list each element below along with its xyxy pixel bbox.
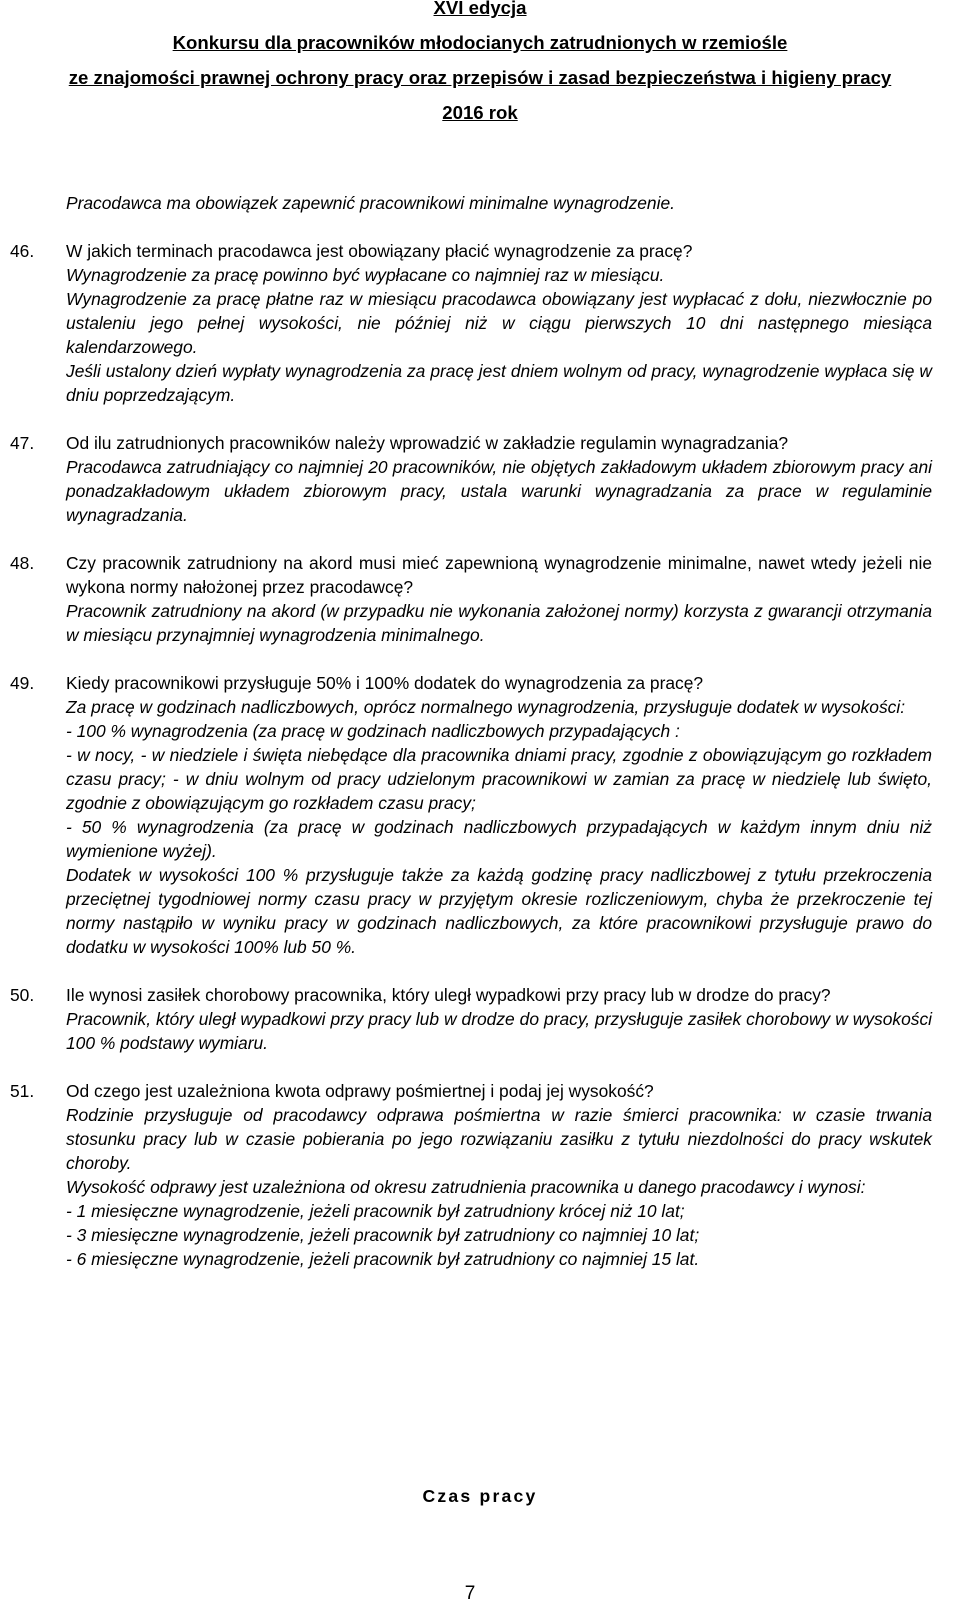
question-number: 46. <box>10 241 35 261</box>
question-item <box>10 671 932 959</box>
document-header <box>0 0 960 137</box>
question-number: 48. <box>10 553 35 573</box>
answer-paragraph: Za pracę w godzinach nadliczbowych, oprócz normalnego wynagrodzenia, przysługuje dodatek w wysokości: <box>66 697 906 717</box>
question-text: Od czego jest uzależniona kwota odprawy pośmiertnej i podaj jej wysokość? <box>66 1081 654 1101</box>
intro-statement: Pracodawca ma obowiązek zapewnić pracownikowi minimalne wynagrodzenie. <box>66 193 675 213</box>
answer-paragraph: Wynagrodzenie za pracę płatne raz w miesiącu pracodawca obowiązany jest wypłacać z dołu, niezwłocznie po ustaleniu jego pełnej wysokości, nie później niż w ciągu pierwszych 10 dni następnego miesiąca kalendarzowego. <box>66 289 932 357</box>
answer-paragraph: Wysokość odprawy jest uzależniona od okresu zatrudnienia pracownika u danego pracodawcy i wynosi: <box>66 1177 866 1197</box>
question-number: 47. <box>10 433 35 453</box>
answer-paragraph: Jeśli ustalony dzień wypłaty wynagrodzenia za pracę jest dniem wolnym od pracy, wynagrodzenie wypłaca się w dniu poprzedzającym. <box>66 361 932 405</box>
answer-paragraph: Rodzinie przysługuje od pracodawcy odprawa pośmiertna w razie śmierci pracownika: w czasie trwania stosunku pracy lub w czasie pobierania po jego rozwiązaniu zasiłku z tytułu niezdolności do pracy wskutek choroby. <box>66 1105 932 1173</box>
question-item <box>10 431 932 527</box>
answer-paragraph: Pracownik, który uległ wypadkowi przy pracy lub w drodze do pracy, przysługuje zasiłek chorobowy w wysokości 100 % podstawy wymiaru. <box>66 1009 932 1053</box>
question-text: Od ilu zatrudnionych pracowników należy wprowadzić w zakładzie regulamin wynagradzania? <box>66 433 789 453</box>
page-number: 7 <box>464 1583 476 1604</box>
answer-text <box>66 263 932 407</box>
question-number: 49. <box>10 673 35 693</box>
answer-paragraph: Pracodawca zatrudniający co najmniej 20 pracowników, nie objętych zakładowym układem zbiorowym pracy ani ponadzakładowym układem zbiorowym pracy, ustala warunki wynagradzania za prace w regulaminie wynagradzania. <box>66 457 932 525</box>
answer-paragraph: Pracownik zatrudniony na akord (w przypadku nie wykonania założonej normy) korzysta z gwarancji otrzymania w miesiącu przynajmniej wynagrodzenia minimalnego. <box>66 601 932 645</box>
answer-paragraph: - 50 % wynagrodzenia (za pracę w godzinach nadliczbowych przypadających w każdym innym dniu niż wymienione wyżej). <box>66 817 932 861</box>
answer-text <box>66 455 932 527</box>
section-title: Czas pracy <box>422 1486 538 1506</box>
contest-title: Konkursu dla pracowników młodocianych zatrudnionych w rzemiośle <box>172 32 788 53</box>
answer-paragraph: Dodatek w wysokości 100 % przysługuje także za każdą godzinę pracy nadliczbowej z tytułu przekroczenia przeciętnej tygodniowej normy czasu pracy w przyjętym okresie rozliczeniowym, chyba że przekroczenie tej normy nastąpiło w wyniku pracy w godzinach nadliczbowych, za które pracownikowi przysługuje prawo do dodatku w wysokości 100% lub 50 %. <box>66 865 932 957</box>
question-item <box>10 983 932 1055</box>
question-number: 51. <box>10 1081 35 1101</box>
question-text: Ile wynosi zasiłek chorobowy pracownika, który uległ wypadkowi przy pracy lub w drodze do pracy? <box>66 985 831 1005</box>
question-item <box>10 551 932 647</box>
question-item <box>10 1079 932 1271</box>
answer-text <box>66 1103 932 1271</box>
question-text: Kiedy pracownikowi przysługuje 50% i 100% dodatek do wynagrodzenia za pracę? <box>66 673 704 693</box>
answer-paragraph: - w nocy, - w niedziele i święta niebędące dla pracownika dniami pracy, zgodnie z obowiązującym go rozkładem czasu pracy; - w dniu wolnym od pracy udzielonym pracownikowi w zamian za pracę w niedzielę lub święto, zgodnie z obowiązującym go rozkładem czasu pracy; <box>66 745 932 813</box>
contest-subtitle: ze znajomości prawnej ochrony pracy oraz przepisów i zasad bezpieczeństwa i higieny pracy <box>68 67 892 88</box>
answer-paragraph: - 1 miesięczne wynagrodzenie, jeżeli pracownik był zatrudniony krócej niż 10 lat; <box>66 1201 685 1221</box>
answer-paragraph: Wynagrodzenie za pracę powinno być wypłacane co najmniej raz w miesiącu. <box>66 265 665 285</box>
answer-paragraph: - 6 miesięczne wynagrodzenie, jeżeli pracownik był zatrudniony co najmniej 15 lat. <box>66 1249 700 1269</box>
answer-paragraph: - 3 miesięczne wynagrodzenie, jeżeli pracownik był zatrudniony co najmniej 10 lat; <box>66 1225 700 1245</box>
question-list <box>0 239 960 1271</box>
question-item <box>10 239 932 407</box>
question-number: 50. <box>10 985 35 1005</box>
answer-text <box>66 1007 932 1055</box>
answer-text <box>66 599 932 647</box>
question-text: Czy pracownik zatrudniony na akord musi mieć zapewnioną wynagrodzenie minimalne, nawet wtedy jeżeli nie wykona normy nałożonej przez pracodawcę? <box>66 553 932 597</box>
contest-year: 2016 rok <box>442 102 518 123</box>
question-text: W jakich terminach pracodawca jest obowiązany płacić wynagrodzenie za pracę? <box>66 241 693 261</box>
edition-title: XVI edycja <box>433 0 527 18</box>
answer-text <box>66 695 932 959</box>
answer-paragraph: - 100 % wynagrodzenia (za pracę w godzinach nadliczbowych przypadających : <box>66 721 680 741</box>
